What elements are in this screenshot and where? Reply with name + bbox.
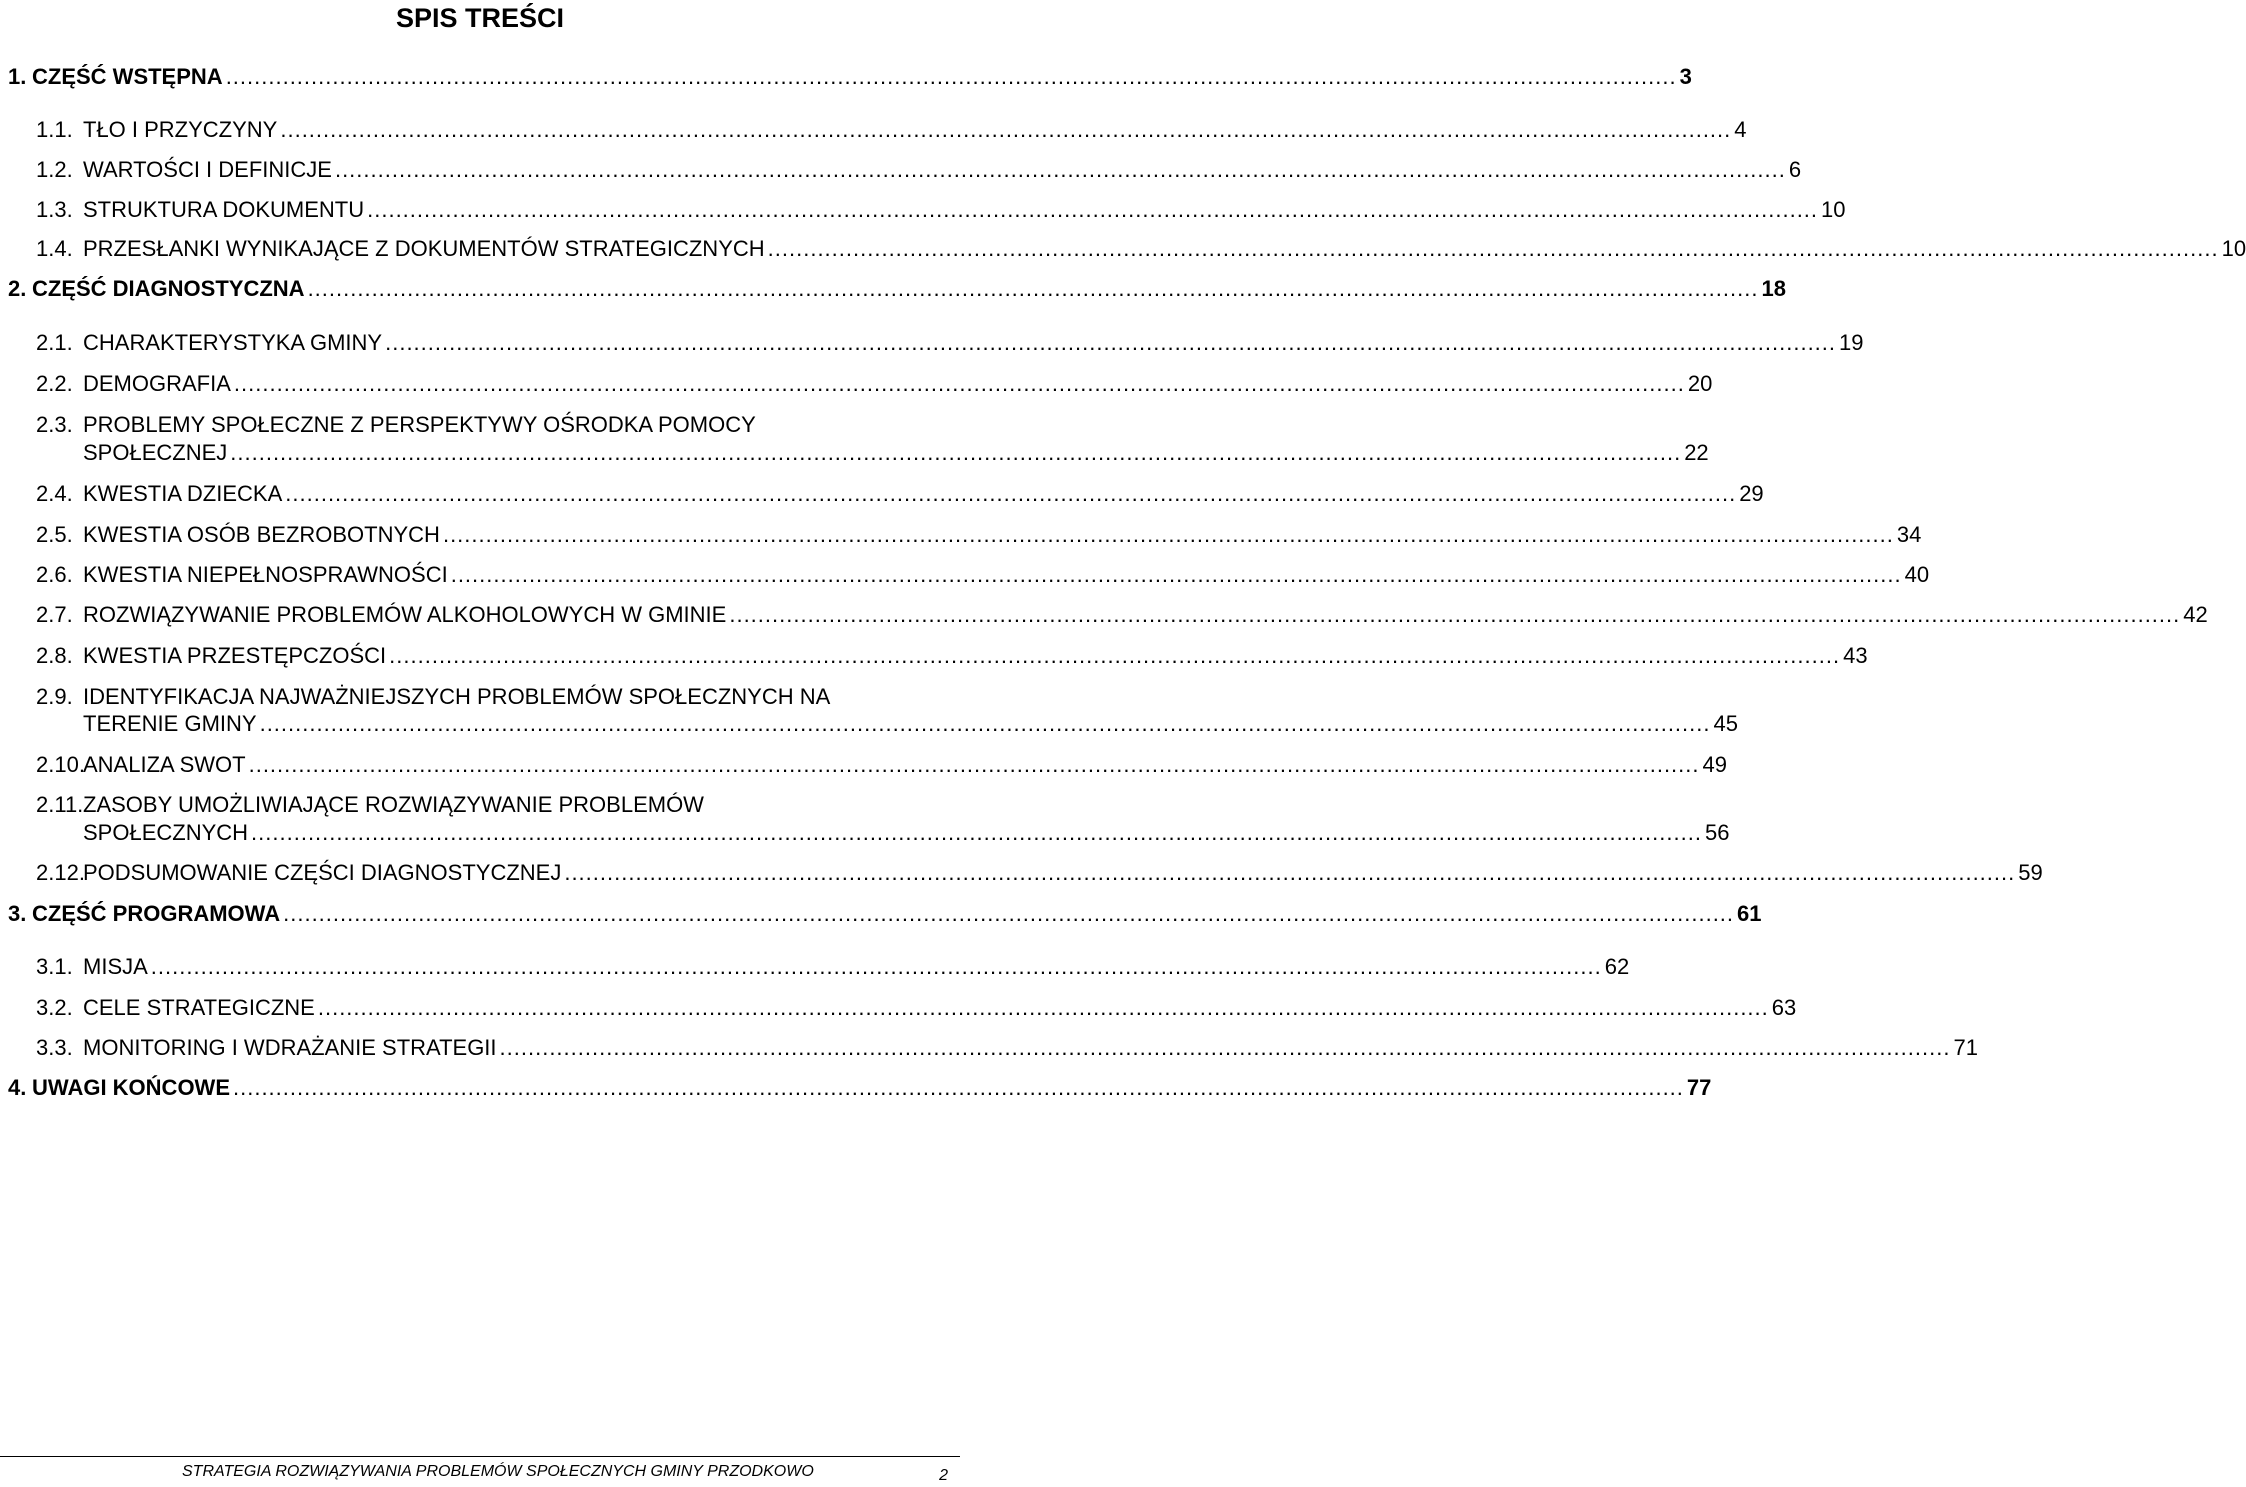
toc-entry-2-7[interactable] [36,598,2208,628]
toc-leader-dots: ............................................................................................................................................................................................................ [450,562,1902,587]
toc-entry-2-4[interactable] [36,477,1764,507]
toc-entry-page: 34 [1896,522,1922,547]
toc-entry-page: 45 [1713,711,1738,736]
toc-entry-number: 1. [8,64,27,89]
toc-entry-label: ROZWIĄZYWANIE PROBLEMÓW ALKOHOLOWYCH W GMINIE [83,602,727,627]
toc-entry-page: 20 [1687,371,1713,396]
toc-leader-dots: ............................................................................................................................................................................................................ [729,602,2181,627]
toc-entry-number: 3.2. [36,995,73,1020]
toc-entry-number: 2.3. [36,412,73,437]
toc-entry-2-6[interactable] [36,558,1930,588]
toc-entry-number: 1.2. [36,157,73,182]
toc-leader-dots: ............................................................................................................................................................................................................ [564,860,2016,885]
toc-entry-label: UWAGI KOŃCOWE [32,1075,230,1100]
toc-entry-page: 56 [1704,820,1730,845]
toc-leader-dots: ............................................................................................................................................................................................................ [230,440,1682,465]
toc-entry-page: 6 [1788,157,1802,182]
toc-entry-page: 3 [1679,64,1692,89]
toc-entry-2-2[interactable] [36,367,1713,397]
toc-entry-label: IDENTYFIKACJA NAJWAŻNIEJSZYCH PROBLEMÓW SPOŁECZNYCH NA [83,684,831,709]
toc-entry-label: CZĘŚĆ WSTĘPNA [32,64,223,89]
toc-entry-number: 4. [8,1075,27,1100]
toc-entry-3-3[interactable] [36,1031,1978,1061]
toc-entry-page: 40 [1904,562,1930,587]
toc-leader-dots: ............................................................................................................................................................................................................ [233,371,1685,396]
toc-entry-label: MISJA [83,954,148,979]
toc-entry-number: 2.5. [36,522,73,547]
toc-entry-number: 2. [8,276,27,301]
footer-divider [0,1456,960,1457]
toc-entry-label-continued: TERENIE GMINY [83,711,257,736]
toc-leader-dots: ............................................................................................................................................................................................................ [259,711,1711,736]
toc-leader-dots: ............................................................................................................................................................................................................ [307,276,1759,301]
toc-entry-1[interactable] [8,60,1692,90]
toc-entry-label: ANALIZA SWOT [83,752,246,777]
toc-entry-2-8[interactable] [36,639,1868,669]
footer-document-title: STRATEGIA ROZWIĄZYWANIA PROBLEMÓW SPOŁECZNYCH GMINY PRZODKOWO [182,1463,814,1480]
toc-leader-dots: ............................................................................................................................................................................................................ [233,1075,1684,1100]
toc-entry-number: 1.3. [36,197,73,222]
toc-entry-2-5[interactable] [36,518,1922,548]
toc-leader-dots: ............................................................................................................................................................................................................ [280,117,1732,142]
toc-entry-page: 49 [1702,752,1727,777]
toc-entry-label: CZĘŚĆ PROGRAMOWA [32,901,281,926]
toc-entry-label: PRZESŁANKI WYNIKAJĄCE Z DOKUMENTÓW STRATEGICZNYCH [83,236,765,261]
toc-leader-dots: ............................................................................................................................................................................................................ [251,820,1702,845]
toc-entry-page: 42 [2183,602,2208,627]
toc-entry-number: 2.4. [36,481,73,506]
toc-entry-label: KWESTIA DZIECKA [83,481,283,506]
toc-entry-label: KWESTIA NIEPEŁNOSPRAWNOŚCI [83,562,448,587]
toc-entry-page: 77 [1686,1075,1712,1100]
toc-entry-2-3[interactable] [83,436,1709,466]
toc-entry-3[interactable] [8,897,1762,927]
toc-leader-dots: ............................................................................................................................................................................................................ [499,1035,1951,1060]
toc-entry-number: 2.6. [36,562,73,587]
toc-entry-page: 10 [1821,197,1846,222]
toc-entry-3-1[interactable] [36,950,1630,980]
toc-entry-label: ZASOBY UMOŻLIWIAJĄCE ROZWIĄZYWANIE PROBLEMÓW [83,792,704,817]
toc-leader-dots: ............................................................................................................................................................................................................ [367,197,1819,222]
toc-entry-page: 10 [2221,236,2246,261]
toc-entry-2-12[interactable] [36,856,2043,886]
page-title: SPIS TREŚCI [395,3,565,33]
toc-entry-number: 2.9. [36,684,73,709]
toc-entry-number: 2.11. [36,792,84,817]
toc-entry-number: 1.1. [36,117,73,142]
toc-leader-dots: ............................................................................................................................................................................................................ [285,481,1737,506]
toc-entry-2-11[interactable] [83,816,1730,846]
toc-entry-label: TŁO I PRZYCZYNY [83,117,278,142]
toc-entry-page: 61 [1737,901,1762,926]
toc-entry-label: CHARAKTERYSTYKA GMINY [83,330,383,355]
toc-entry-number: 3. [8,901,27,926]
toc-entry-2[interactable] [8,272,1786,302]
toc-entry-number: 2.2. [36,371,73,396]
toc-entry-number: 3.3. [36,1035,73,1060]
toc-entry-label: KWESTIA OSÓB BEZROBOTNYCH [83,522,440,547]
toc-entry-number: 3.1. [36,954,73,979]
toc-entry-page: 59 [2018,860,2043,885]
toc-entry-label: WARTOŚCI I DEFINICJE [83,157,332,182]
toc-leader-dots: ............................................................................................................................................................................................................ [225,64,1677,89]
toc-leader-dots: ............................................................................................................................................................................................................ [442,522,1894,547]
toc-entry-4[interactable] [8,1071,1712,1101]
toc-entry-label: CELE STRATEGICZNE [83,995,315,1020]
toc-entry-label: MONITORING I WDRAŻANIE STRATEGII [83,1035,497,1060]
toc-entry-1-4[interactable] [36,232,2246,262]
toc-leader-dots: ............................................................................................................................................................................................................ [150,954,1602,979]
toc-leader-dots: ............................................................................................................................................................................................................ [767,236,2219,261]
toc-entry-number: 2.10. [36,752,85,777]
footer-page-number: 2 [939,1467,948,1484]
toc-entry-1-2[interactable] [36,153,1802,183]
toc-entry-number: 2.1. [36,330,73,355]
toc-entry-label: PODSUMOWANIE CZĘŚCI DIAGNOSTYCZNEJ [83,860,562,885]
toc-entry-number: 2.7. [36,602,73,627]
toc-entry-label: KWESTIA PRZESTĘPCZOŚCI [83,643,387,668]
toc-leader-dots: ............................................................................................................................................................................................................ [389,643,1841,668]
toc-entry-page: 19 [1839,330,1864,355]
toc-entry-number: 1.4. [36,236,73,261]
toc-leader-dots: ............................................................................................................................................................................................................ [283,901,1735,926]
toc-entry-label: STRUKTURA DOKUMENTU [83,197,365,222]
toc-leader-dots: ............................................................................................................................................................................................................ [248,752,1700,777]
toc-entry-number: 2.8. [36,643,73,668]
toc-entry-1-1[interactable] [36,113,1747,143]
toc-entry-2-9[interactable] [83,707,1738,737]
toc-leader-dots: ............................................................................................................................................................................................................ [317,995,1769,1020]
toc-entry-page: 4 [1734,117,1747,142]
toc-entry-page: 43 [1843,643,1868,668]
toc-leader-dots: ............................................................................................................................................................................................................ [334,157,1786,182]
toc-entry-page: 18 [1761,276,1786,301]
toc-entry-2-3-first-line[interactable] [36,412,756,438]
toc-entry-page: 71 [1953,1035,1978,1060]
toc-entry-page: 63 [1771,995,1797,1020]
toc-entry-page: 22 [1684,440,1709,465]
toc-entry-3-2[interactable] [36,991,1797,1021]
toc-entry-2-11-first-line[interactable] [36,792,704,818]
toc-entry-1-3[interactable] [36,193,1846,223]
toc-entry-label: DEMOGRAFIA [83,371,231,396]
toc-entry-label: CZĘŚĆ DIAGNOSTYCZNA [32,276,305,301]
toc-entry-number: 2.12. [36,860,85,885]
toc-entry-2-1[interactable] [36,326,1864,356]
toc-entry-2-10[interactable] [36,748,1727,778]
toc-leader-dots: ............................................................................................................................................................................................................ [385,330,1837,355]
toc-entry-label: PROBLEMY SPOŁECZNE Z PERSPEKTYWY OŚRODKA POMOCY [83,412,756,437]
toc-entry-page: 29 [1739,481,1764,506]
toc-entry-label-continued: SPOŁECZNEJ [83,440,228,465]
toc-entry-label-continued: SPOŁECZNYCH [83,820,249,845]
toc-entry-page: 62 [1604,954,1630,979]
